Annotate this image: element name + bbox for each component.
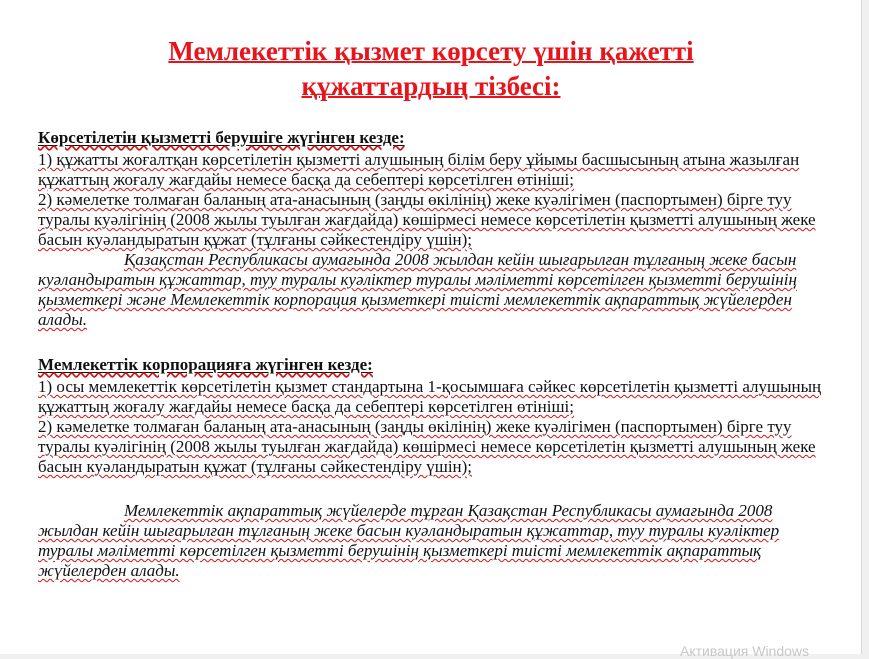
list-item: 1) осы мемлекеттік көрсетілетін қызмет стандартына 1-қосымшаға сәйкес көрсетілетін қызметті алушының құжаттың жоғалу жағдайы немесе басқа да себептері көрсетілген өтініші; <box>38 377 822 416</box>
note-paragraph: Мемлекеттік ақпараттық жүйелерде тұрған Қазақстан Республикасы аумағында 2008 жылдан кейін шығарылған тұлғаның жеке басын куәландыратын құжаттар, туу туралы куәліктер туралы мәліметті көрсетілген қызметті берушінің қызметкері тиісті мемлекеттік ақпараттық жүйелерден алады. <box>38 501 780 580</box>
activation-watermark: Активация Windows <box>680 643 810 659</box>
list-item: 2) кәмелетке толмаған баланың ата-анасының (заңды өкілінің) жеке куәлігімен (паспортымен) бірге туу туралы куәлігінің (2008 жылы туылған жағдайда) көшірмесі немесе көрсетілетін қызметті алушының жеке басын куәландыратын құжат (тұлғаны сәйкестендіру үшін); <box>38 417 816 476</box>
section-state-corporation <box>38 355 833 581</box>
list-item: 1) құжатты жоғалтқан көрсетілетін қызметті алушының білім беру ұйымы басшысының атына жазылған құжаттың жоғалу жағдайы немесе басқа да себептері көрсетілген өтініші; <box>38 150 800 189</box>
document-title <box>0 34 862 104</box>
list-item: 2) кәмелетке толмаған баланың ата-анасының (заңды өкілінің) жеке куәлігімен (паспортымен) бірге туу туралы куәлігінің (2008 жылы туылған жағдайда) көшірмесі немесе көрсетілетін қызметті алушының жеке басын куәландыратын құжат (тұлғаны сәйкестендіру үшін); <box>38 190 816 249</box>
title-line-2: құжаттардың тізбесі: <box>301 71 561 101</box>
note-paragraph: Қазақстан Республикасы аумағында 2008 жылдан кейін шығарылған тұлғаның жеке басын куәландыратын құжаттар, туу туралы куәліктер туралы мәліметті көрсетілген қызметті берушінің қызметкері және Мемлекеттік корпорация қызметкері тиісті мемлекеттік ақпараттық жүйелерден алады. <box>38 250 797 329</box>
section-heading: Көрсетілетін қызметті берушіге жүгінген кезде: <box>38 128 405 147</box>
title-line-1: Мемлекеттік қызмет көрсету үшін қажетті <box>168 36 694 66</box>
section-service-provider <box>38 128 833 330</box>
section-heading: Мемлекеттік корпорацияға жүгінген кезде: <box>38 355 373 374</box>
